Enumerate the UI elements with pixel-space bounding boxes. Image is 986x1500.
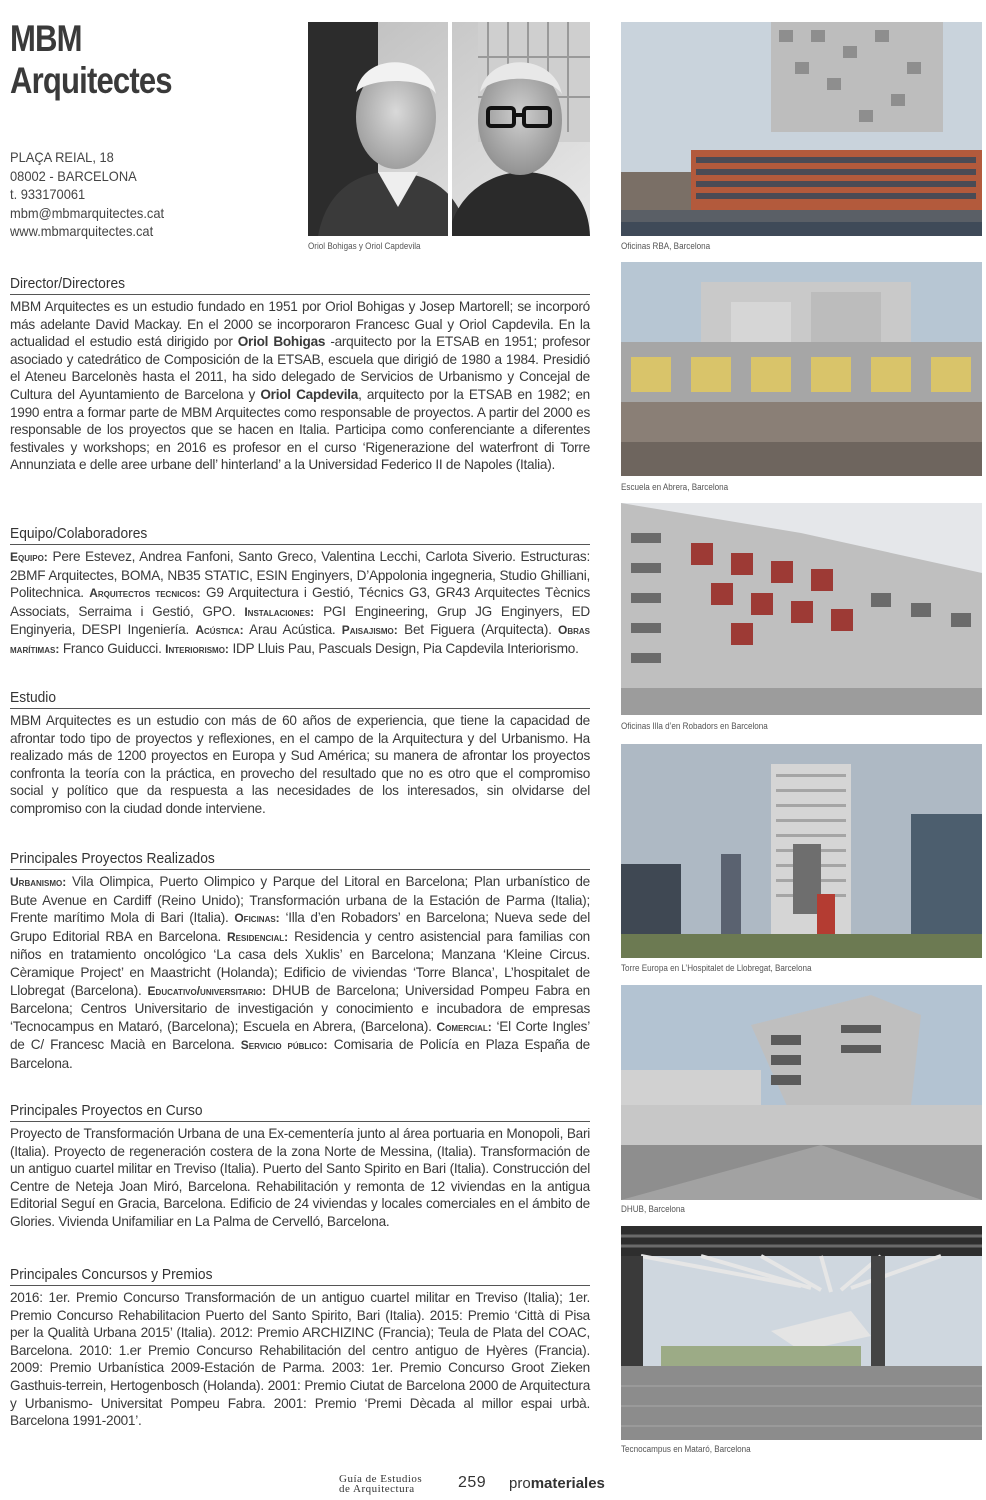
- category-label: Paisajismo:: [341, 623, 398, 638]
- category-label: Acústica:: [195, 623, 244, 638]
- category-label: Equipo:: [10, 550, 48, 564]
- section-body: Equipo: Pere Estevez, Andrea Fanfoni, Santo Greco, Valentina Lecchi, Carlota Siverio. Estructuras: 2BMF Arquitectes, BOMA, NB35 STATIC, ESIN Enginyers, D’Appolonia ingegneria, Studio Ghilliani, Politechnica. Arquitectos tecnicos: G9 Arquitectura i Gestió, Técnics G3, GR43 Arquitectes Tècnics Associats, Serraima i Gestió, GPO. Instalaciones: PGI Engineering, Grup JG Enginyers, ED Enginyeria, DESPI Ingeniería. Acústica: Arau Acústica. Paisajismo: Bet Figuera (Arquitecta). Obras marítimas: Franco Guiducci. Interiorismo: IDP Lluis Pau, Pascuals Design, Pia Capdevila Interiorismo.: [10, 549, 590, 656]
- section-body: MBM Arquitectes es un estudio fundado en 1951 por Oriol Bohigas y Josep Martorell; se incorporó más adelante David Mackay. En el 2000 se incorporaron Francesc Gual y Oriol Capdevila. En la actualidad el estudio está dirigido por Oriol Bohigas -arquitecto por la ETSAB en 1951; profesor asociado y catedrático de Composición de la ETSAB, escuela que dirigió de 1980 a 1984. Presidió el Ateneu Barcelonès hasta el 2011, ha sido delegado de Servicios de Urbanismo y Concejal de Cultura del Ayuntamiento de Barcelona y Oriol Capdevila, arquitecto por la ETSAB en 1982; en 1990 entra a formar parte de MBM Arquitectes como responsable de proyectos. A partir del 2000 es responsable de los proyectos que se hacen en Italia. Participa como conferenciante a diferentes festivales y workshops; en 2016 es profesor en el curso ‘Rigenerazione del waterfront di Torre Annunziata e delle aree urbane dell’ hinterland’ a la Universidad Federico II de Napoles (Italia).: [10, 299, 591, 473]
- category-label: Interiorismo:: [165, 641, 229, 656]
- photo-robadors-offices: [621, 503, 982, 715]
- contact-block: [10, 148, 277, 241]
- section-studio: [10, 689, 590, 818]
- category-label: Oficinas:: [234, 911, 280, 926]
- photo-image: [621, 1226, 982, 1440]
- portrait-image: [308, 22, 590, 236]
- category-label: Comercial:: [436, 1019, 492, 1034]
- page-footer: [339, 1474, 649, 1500]
- category-label: Instalaciones:: [244, 604, 315, 619]
- section-projects: [10, 850, 590, 1073]
- section-team: [10, 525, 590, 659]
- section-body: MBM Arquitectes es un estudio con más de 60 años de experiencia, que tiene la capacidad de afrontar todo tipo de proyectos y reflexiones, en el campo de la Arquitectura y del Urbanismo. Ha realizado más de 1200 proyectos en Europa y Sud América; su manera de afrontar los proyectos confronta la teoría con la práctica, en provecho del resultado que no es otro que el compromiso social y político que da respuesta a las necesidades de los interesados, sin olvidarse del compromiso con la ciudad donde interviene.: [10, 713, 590, 816]
- section-heading: Estudio: [10, 689, 590, 709]
- director-name: Oriol Capdevila: [260, 386, 359, 402]
- title-line-1: MBM: [10, 18, 82, 59]
- section-heading: Equipo/Colaboradores: [10, 525, 590, 545]
- photo-caption: Escuela en Abrera, Barcelona: [621, 482, 729, 492]
- director-name: Oriol Bohigas: [237, 334, 326, 350]
- photo-image: [621, 744, 982, 958]
- section-heading: Principales Proyectos en Curso: [10, 1102, 590, 1122]
- section-body: Proyecto de Transformación Urbana de una Ex-cementería junto al área portuaria en Monopoli, Bari (Italia). Proyecto de regeneración costera de la zona Norte de Messina, (Italia). Transformación de un antiguo cuartel militar en Treviso (Italia). Puerto del Santo Spirito en Bari (Italia). Construcción del Centre de Neteja Joan Miró, Barcelona. Rehabilitación y remonta de 12 viviendas en la antigua Editorial Seguí en Gracia, Barcelona. Edificio de 24 viviendas y locales comerciales en el ámbito de Glories. Vivienda Unifamiliar en La Palma de Cervelló, Barcelona.: [10, 1126, 590, 1229]
- photo-tecnocampus: [621, 1226, 982, 1440]
- photo-caption: Torre Europa en L’Hospitalet de Llobregat, Barcelona: [621, 963, 812, 973]
- category-label: Servicio público:: [240, 1038, 328, 1053]
- publication-name: Guía de Estudios de Arquitectura: [339, 1473, 423, 1495]
- contact-email[interactable]: mbm@mbmarquitectes.cat: [10, 204, 165, 221]
- contact-website[interactable]: www.mbmarquitectes.cat: [10, 223, 154, 240]
- photo-torre-europa: [621, 744, 982, 958]
- photo-abrera-school: [621, 262, 982, 476]
- photo-dhub: [621, 985, 982, 1200]
- photo-image: [621, 22, 982, 236]
- portrait-photo: [308, 22, 590, 236]
- section-heading: Director/Directores: [10, 275, 590, 295]
- section-heading: Principales Proyectos Realizados: [10, 850, 590, 870]
- portrait-caption: Oriol Bohigas y Oriol Capdevila: [308, 241, 421, 251]
- section-ongoing: [10, 1102, 590, 1231]
- section-body: Urbanismo: Vila Olimpica, Puerto Olimpico y Parque del Litoral en Barcelona; Plan urbanístico de Bute Avenue en Cardiff (Reino Unido); Transformación urbana de la Estación de Parma (Italia); Frente marítimo Mola di Bari (Italia). Oficinas: ‘Illa d’en Robadors’ en Barcelona; Nueva sede del Grupo Editorial RBA en Barcelona. Residencial: Residencia y centro asistencial para familias con niños en tratamiento oncológico ‘La casa dels Xuklis’ en Barcelona; Manzana ‘Kleine Circus. Cèramique Project’ en Maastricht (Holanda); Edificio de viviendas ‘Torre Blanca’, L’hospitalet de Llobregat (Barcelona). Educativo/universitario: DHUB de Barcelona; Universidad Pompeu Fabra en Barcelona; Centros Universitario de investigación y conocimiento e incubadora de empresas ‘Tecnocampus en Mataró, (Barcelona); Escuela en Abrera, (Barcelona). Comercial: ‘El Corte Ingles’ de C/ Francesc Macià en Barcelona. Servicio público: Comisaria de Policía en Plaza España de Barcelona.: [10, 874, 590, 1071]
- photo-image: [621, 503, 982, 715]
- contact-phone: t. 933170061: [10, 186, 86, 203]
- photo-caption: Tecnocampus en Mataró, Barcelona: [621, 1444, 751, 1454]
- page-number: 259: [458, 1474, 487, 1491]
- contact-city: 08002 - BARCELONA: [10, 167, 137, 184]
- category-label: Residencial:: [227, 929, 289, 944]
- photo-caption: DHUB, Barcelona: [621, 1204, 685, 1214]
- contact-address: PLAÇA REIAL, 18: [10, 149, 114, 165]
- photo-caption: Oficinas RBA, Barcelona: [621, 241, 711, 251]
- category-label: Arquitectos tecnicos:: [89, 586, 201, 601]
- category-label: Obras marítimas:: [10, 623, 590, 656]
- section-body: 2016: 1er. Premio Concurso Transformación de un antiguo cuartel militar en Treviso (Italia); 1er. Premio Concurso Rehabilitacion Puerto del Santo Spirito, Bari (Italia). 2015: Premio ‘Città di Pisa per la Qualità Urbana 2015’ (Italia). 2012: Premio ARCHIZINC (Francia); Teula de Plata del COAC, Barcelona. 2010: 1.er Premio Concurso Rehabilitación del centro antiguo de Hyères (Francia). 2009: Premio Urbanística 2009-Estación de Parma. 2003: 1er. Premio Concurso Groot Zieken Gasthuis-terrein, Hertogenbosch (Holanda). 2001: Premio Ciutat de Barcelona 2000 de Arquitectura y Urbanismo- Universitat Pompeu Fabra. 2001: Premio ‘Premi Dècada al millor espai urbà. Barcelona 1991-2001’.: [10, 1290, 590, 1429]
- photo-caption: Oficinas Illa d’en Robadors en Barcelona: [621, 721, 768, 731]
- brand-logo: promateriales: [509, 1475, 605, 1492]
- photo-rba-offices: [621, 22, 982, 236]
- category-label: Urbanismo:: [10, 875, 67, 889]
- section-directors: [10, 275, 590, 474]
- category-label: Educativo/universitario:: [147, 983, 267, 998]
- photo-image: [621, 262, 982, 476]
- photo-image: [621, 985, 982, 1200]
- title-line-2: Arquitectes: [10, 60, 172, 101]
- studio-title: [10, 18, 254, 102]
- section-heading: Principales Concursos y Premios: [10, 1266, 590, 1286]
- section-awards: [10, 1266, 590, 1430]
